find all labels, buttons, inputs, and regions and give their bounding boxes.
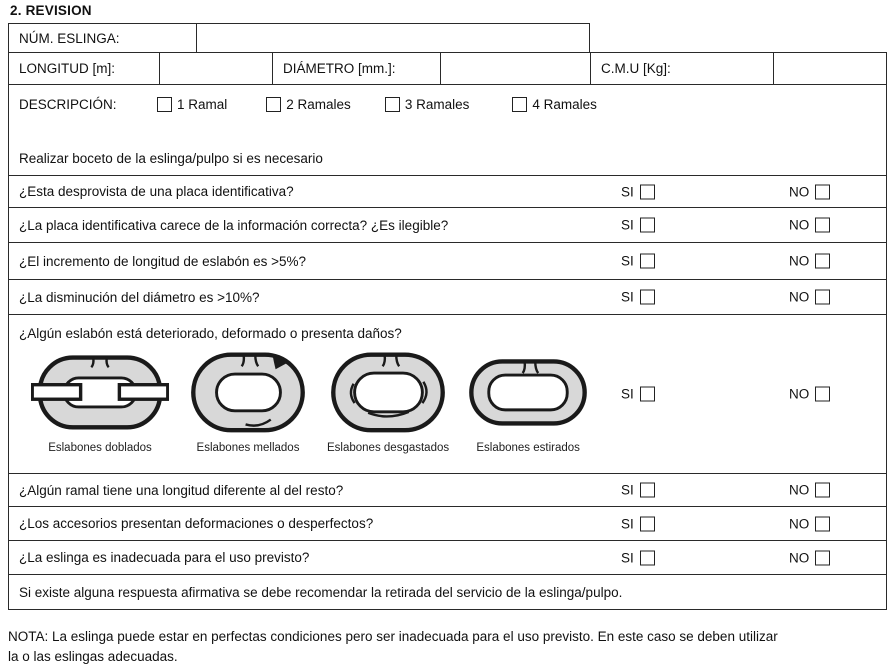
question-text: ¿La disminución del diámetro es >10%? (19, 289, 260, 305)
question-text: ¿La eslinga es inadecuada para el uso previsto? (19, 550, 310, 565)
bent-links-figure (31, 345, 169, 454)
question-row (8, 242, 887, 280)
no-checkbox[interactable] (815, 290, 830, 305)
worn-links-figure (327, 345, 449, 454)
descripcion-row (8, 84, 887, 176)
option-3-ramales[interactable] (385, 97, 470, 112)
no-checkbox[interactable] (815, 184, 830, 199)
nicked-chain-link-illustration (187, 345, 309, 437)
si-label: SI (621, 482, 634, 498)
ramal-1-checkbox[interactable] (157, 97, 172, 112)
diametro-label: DIÁMETRO [mm.]: (273, 53, 441, 84)
ramales-4-checkbox[interactable] (512, 97, 527, 112)
damage-question-text: ¿Algún eslabón está deteriorado, deformado o presenta daños? (19, 326, 402, 341)
link-damage-figures (31, 345, 886, 454)
figure-caption: Eslabones estirados (476, 442, 580, 454)
nota-paragraph (8, 627, 887, 667)
option-1-ramal[interactable] (157, 97, 227, 112)
sketch-note: Realizar boceto de la eslinga/pulpo si es necesario (19, 151, 323, 166)
nicked-links-figure (187, 345, 309, 454)
ramales-3-checkbox[interactable] (385, 97, 400, 112)
figure-caption: Eslabones mellados (196, 442, 300, 454)
nota-line-2: la o las eslingas adecuadas. (8, 649, 178, 664)
option-2-ramales[interactable] (266, 97, 351, 112)
si-checkbox[interactable] (640, 184, 655, 199)
num-eslinga-row (8, 23, 590, 53)
nota-line-1: NOTA: La eslinga puede estar en perfectas condiciones pero ser inadecuada para el uso previsto. En este caso se deben utilizar (8, 629, 778, 644)
ramales-3-label: 3 Ramales (404, 96, 470, 112)
si-label: SI (621, 550, 634, 565)
si-checkbox[interactable] (640, 516, 655, 531)
no-label: NO (789, 516, 810, 531)
question-row (8, 175, 887, 208)
diametro-value-field[interactable] (441, 53, 591, 84)
no-label: NO (789, 550, 810, 565)
affirmative-note-row (8, 574, 887, 610)
no-checkbox[interactable] (815, 218, 830, 233)
revision-table (8, 23, 887, 610)
question-text: ¿Esta desprovista de una placa identificativa? (19, 184, 294, 199)
no-label: NO (789, 289, 810, 305)
no-label: NO (789, 184, 810, 199)
si-label: SI (621, 386, 634, 402)
question-text: ¿Los accesorios presentan deformaciones o desperfectos? (19, 516, 374, 531)
stretched-links-figure (467, 345, 589, 454)
num-eslinga-value-field[interactable] (197, 24, 589, 52)
question-row (8, 473, 887, 507)
ramales-2-checkbox[interactable] (266, 97, 281, 112)
si-checkbox[interactable] (640, 218, 655, 233)
si-label: SI (621, 253, 634, 269)
question-text: ¿La placa identificativa carece de la información correcta? ¿Es ilegible? (19, 217, 449, 233)
ramales-2-label: 2 Ramales (286, 96, 351, 112)
no-label: NO (789, 386, 810, 402)
no-checkbox[interactable] (815, 516, 830, 531)
si-checkbox[interactable] (640, 550, 655, 565)
si-checkbox[interactable] (640, 387, 655, 402)
descripcion-line (9, 95, 886, 113)
no-label: NO (789, 482, 810, 498)
no-checkbox[interactable] (815, 387, 830, 402)
question-row (8, 279, 887, 315)
no-checkbox[interactable] (815, 254, 830, 269)
question-row (8, 540, 887, 575)
question-text: ¿Algún ramal tiene una longitud diferente al del resto? (19, 482, 344, 498)
damage-question-row (8, 314, 887, 474)
no-label: NO (789, 253, 810, 269)
descripcion-label: DESCRIPCIÓN: (19, 96, 117, 112)
no-label: NO (789, 217, 810, 233)
no-checkbox[interactable] (815, 483, 830, 498)
no-checkbox[interactable] (815, 550, 830, 565)
dimensions-row (8, 52, 887, 85)
question-row (8, 207, 887, 243)
num-eslinga-label: NÚM. ESLINGA: (9, 24, 197, 52)
stretched-chain-link-illustration (467, 345, 589, 437)
worn-chain-link-illustration (327, 345, 449, 437)
si-label: SI (621, 217, 634, 233)
longitud-label: LONGITUD [m]: (9, 53, 160, 84)
ramales-4-label: 4 Ramales (532, 96, 597, 112)
affirmative-note-text: Si existe alguna respuesta afirmativa se debe recomendar la retirada del servicio de la eslinga/pulpo. (19, 584, 623, 600)
cmu-label: C.M.U [Kg]: (591, 53, 774, 84)
section-title: 2. REVISION (10, 3, 92, 18)
cmu-value-field[interactable] (774, 53, 886, 84)
option-4-ramales[interactable] (512, 97, 597, 112)
si-checkbox[interactable] (640, 483, 655, 498)
figure-caption: Eslabones desgastados (327, 442, 450, 454)
si-label: SI (621, 516, 634, 531)
si-label: SI (621, 289, 634, 305)
si-label: SI (621, 184, 634, 199)
longitud-value-field[interactable] (160, 53, 273, 84)
si-checkbox[interactable] (640, 290, 655, 305)
si-checkbox[interactable] (640, 254, 655, 269)
question-row (8, 506, 887, 541)
figure-caption: Eslabones doblados (48, 442, 152, 454)
ramal-1-label: 1 Ramal (177, 96, 228, 112)
question-text: ¿El incremento de longitud de eslabón es >5%? (19, 253, 307, 269)
bent-chain-link-illustration (31, 345, 169, 437)
